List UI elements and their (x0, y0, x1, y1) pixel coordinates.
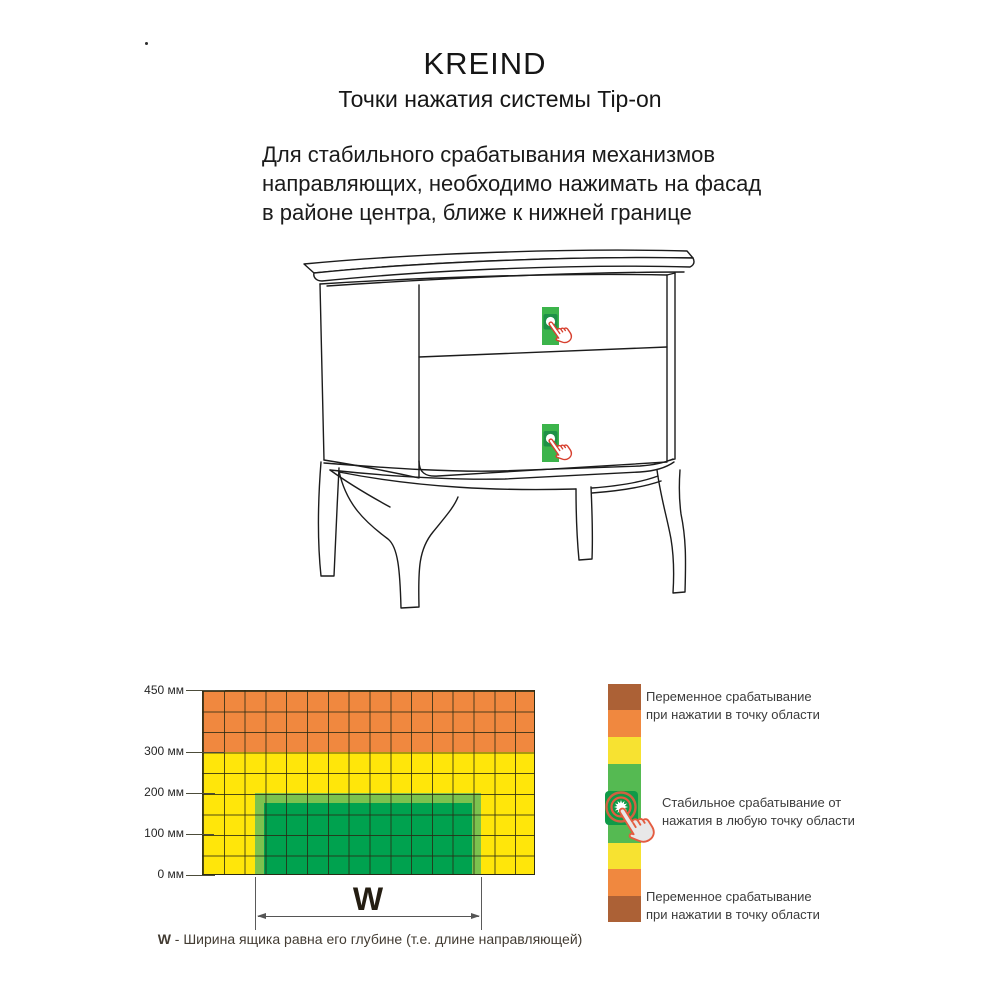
axis-tick-100: 100 мм (144, 826, 184, 840)
legend-segment-yellow-top (608, 737, 641, 764)
back-right-leg (576, 487, 592, 560)
legend-item-variable-top (646, 688, 820, 723)
tick-line-0 (186, 875, 215, 876)
legend-item-line: Переменное срабатывание (646, 689, 812, 704)
legend-segment-brown-top (608, 684, 641, 710)
legend-item-line: при нажатии в точку области (646, 706, 820, 722)
intro-paragraph (262, 140, 782, 227)
legend-item-line: Стабильное срабатывание от (662, 795, 842, 810)
stray-dot (145, 42, 148, 45)
footnote (150, 931, 590, 947)
back-left-leg (318, 462, 339, 576)
legend-segment-brown-bottom (608, 896, 641, 922)
right-apron (592, 476, 661, 493)
intro-line-2: направляющих, необходимо нажимать на фасад (262, 171, 762, 196)
tick-line-450 (186, 690, 225, 691)
press-indicator-upper-drawer (542, 307, 574, 347)
press-indicator-lower-drawer (542, 424, 574, 464)
legend-item-line: нажатия в любую точку области (662, 812, 855, 828)
legend-item-variable-bottom (646, 888, 820, 923)
legend-item-line: при нажатии в точку области (646, 906, 820, 922)
tick-line-100 (186, 834, 214, 835)
legend-segment-orange-top (608, 710, 641, 737)
w-label: W (352, 881, 384, 917)
legend-item-line: Переменное срабатывание (646, 889, 812, 904)
legend-item-stable (662, 794, 855, 829)
tick-line-200 (186, 793, 215, 794)
w-extension-line-left (255, 877, 256, 930)
axis-tick-0: 0 мм (157, 867, 184, 881)
w-arrowhead-right (471, 913, 480, 919)
front-right-leg (657, 470, 686, 593)
tick-line-300 (186, 752, 225, 753)
intro-line-1: Для стабильного срабатывания механизмов (262, 142, 716, 167)
axis-tick-450: 450 мм (144, 683, 184, 697)
w-extension-line-right (481, 877, 482, 930)
page-subtitle: Точки нажатия системы Tip-on (338, 86, 662, 112)
drawer-divider (419, 347, 667, 357)
carcass-right-outer (667, 273, 675, 461)
drawer-bottom-edge (419, 461, 667, 476)
footnote-text: - Ширина ящика равна его глубине (т.е. длине направляющей) (170, 931, 583, 947)
footnote-symbol: W (157, 931, 171, 947)
front-left-leg (339, 471, 458, 608)
w-arrowhead-left (257, 913, 266, 919)
intro-line-3: в районе центра, ближе к нижней границе (262, 200, 692, 225)
nightstand-drawing (240, 235, 710, 630)
carcass-left-edge (320, 284, 324, 460)
axis-tick-200: 200 мм (144, 785, 184, 799)
axis-tick-300: 300 мм (144, 744, 184, 758)
brand-title: KREIND (423, 46, 547, 81)
grid-lines (202, 690, 535, 875)
press-zone-grid (202, 690, 535, 875)
